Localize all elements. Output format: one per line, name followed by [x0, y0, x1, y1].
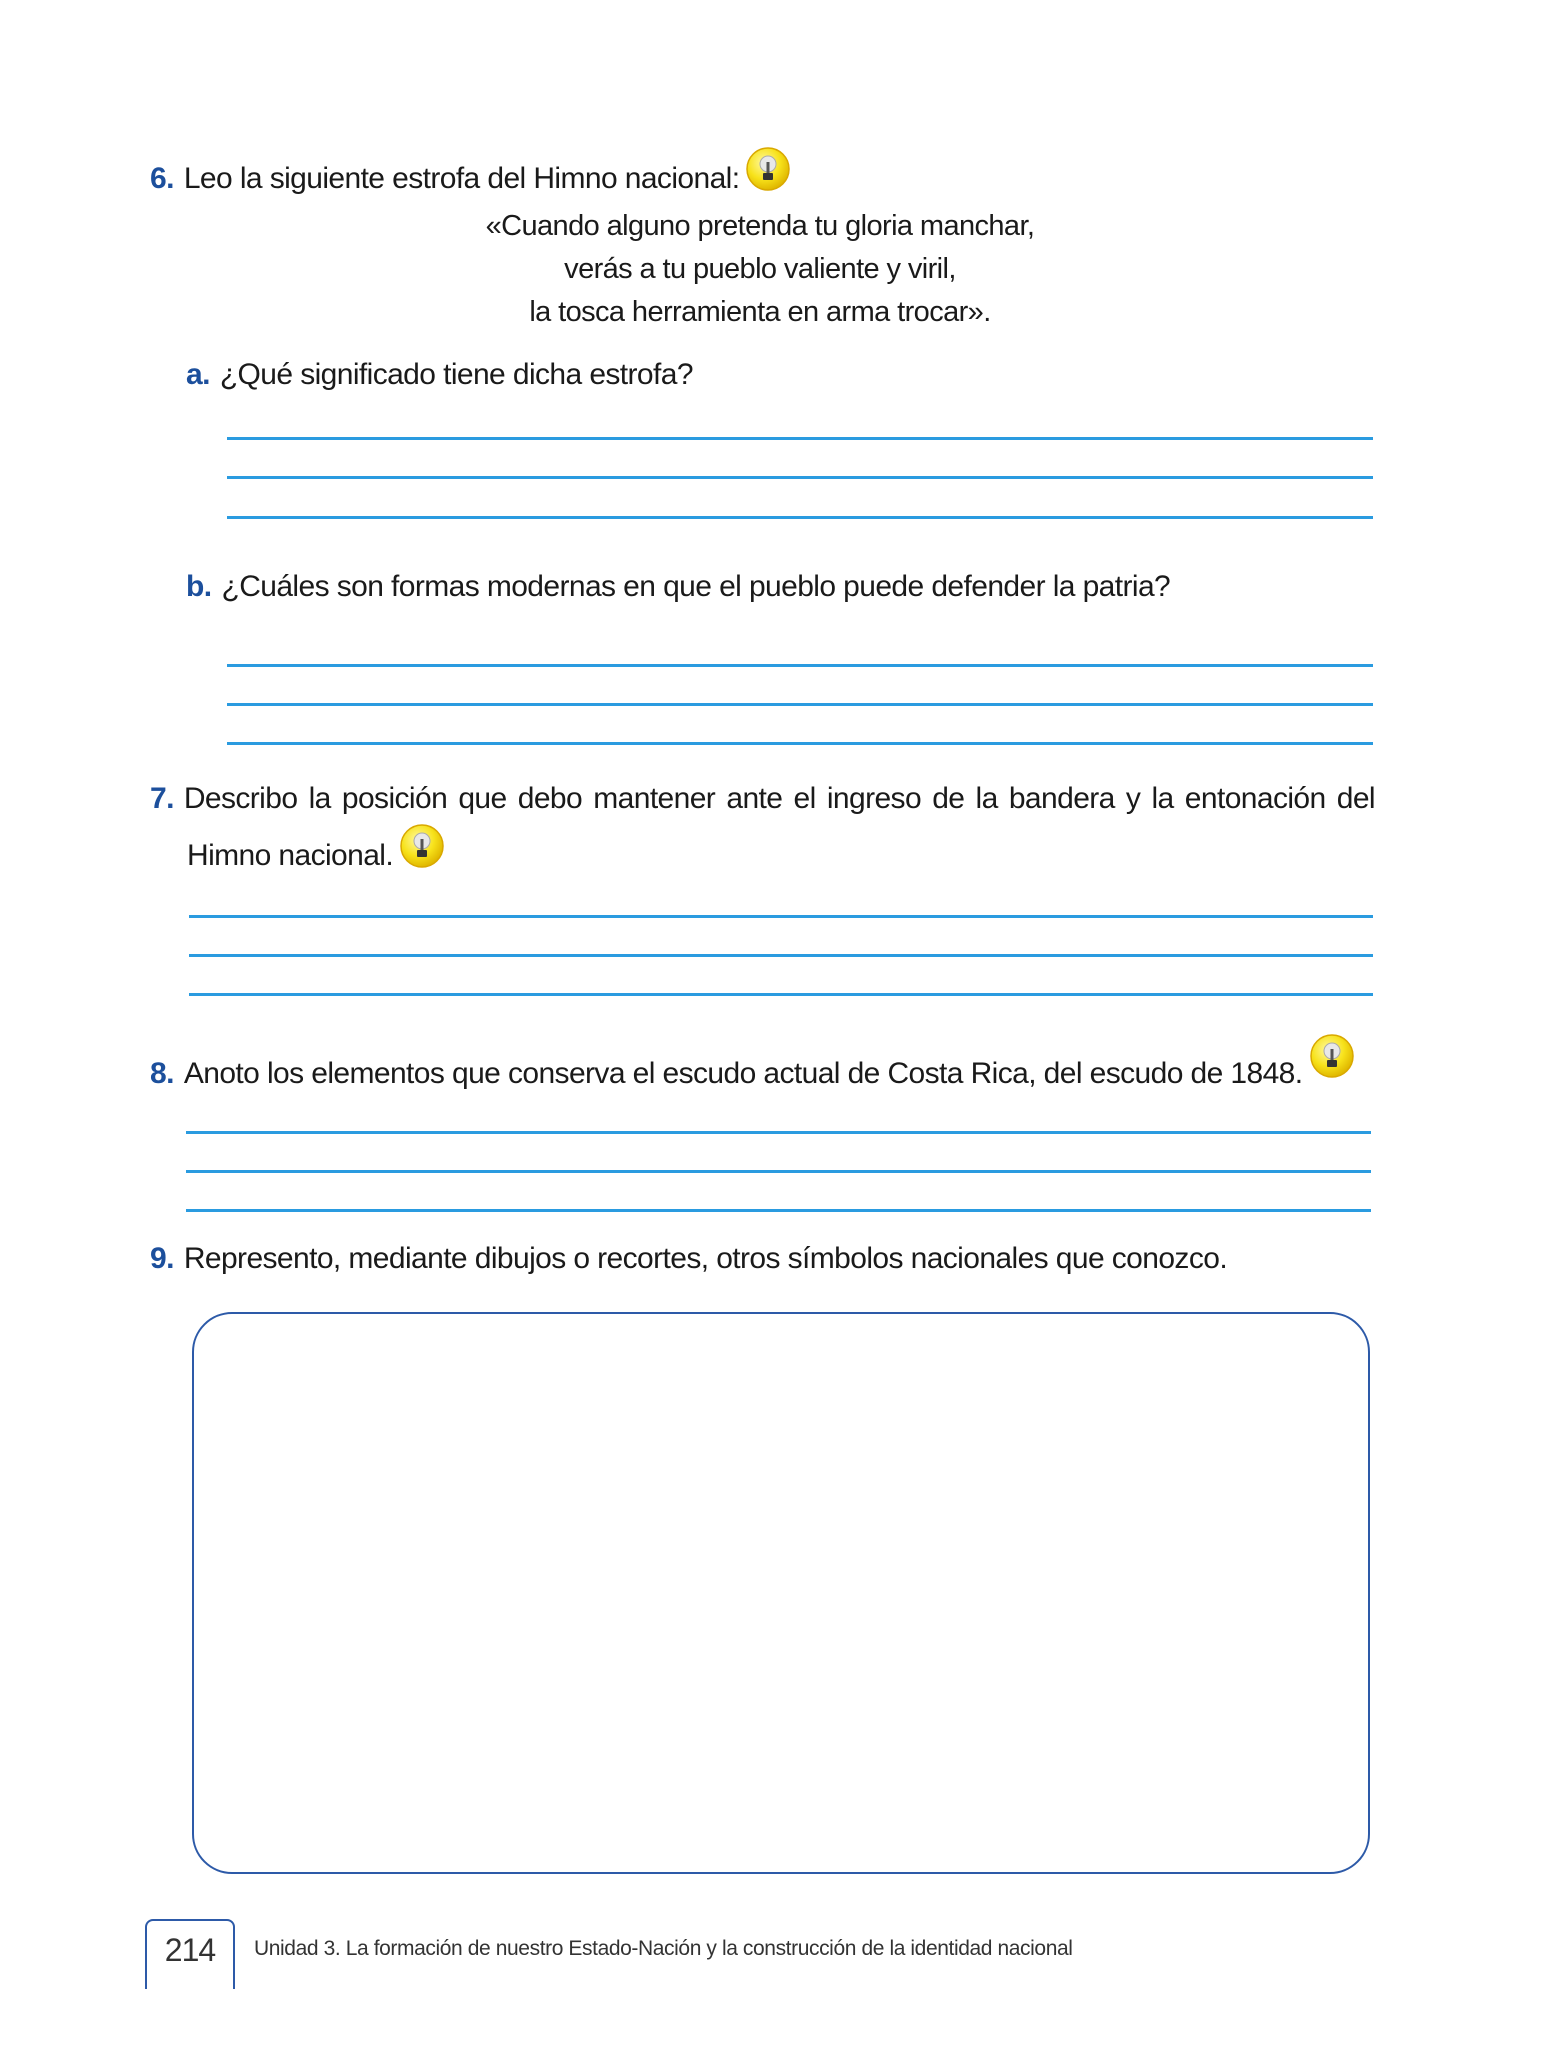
- question-number: 7.: [150, 782, 174, 815]
- answer-line[interactable]: [227, 703, 1373, 706]
- question-text: Describo la posición que debo mantener ante el ingreso de la bandera y la entonación del: [183, 782, 1375, 815]
- drawing-area[interactable]: [192, 1312, 1370, 1874]
- answer-line[interactable]: [189, 954, 1373, 957]
- question-6a: [186, 355, 693, 395]
- question-8: [150, 1033, 1355, 1094]
- question-number: 9.: [150, 1242, 174, 1275]
- question-6: [150, 146, 791, 199]
- question-9: [150, 1239, 1227, 1279]
- answer-line[interactable]: [227, 476, 1373, 479]
- stanza-line: verás a tu pueblo valiente y viril,: [564, 253, 956, 285]
- answer-line[interactable]: [227, 437, 1373, 440]
- lightbulb-icon: [1309, 1033, 1355, 1079]
- answer-line[interactable]: [186, 1131, 1371, 1134]
- answer-line[interactable]: [189, 993, 1373, 996]
- question-7: [150, 779, 1375, 876]
- answer-line[interactable]: [227, 516, 1373, 519]
- question-number: 6.: [150, 162, 174, 195]
- question-text-cont: Himno nacional.: [187, 839, 394, 872]
- stanza-line: la tosca herramienta en arma trocar».: [529, 296, 991, 328]
- sub-letter: a.: [186, 358, 210, 391]
- answer-line[interactable]: [186, 1170, 1371, 1173]
- answer-line[interactable]: [227, 742, 1373, 745]
- question-text: ¿Cuáles son formas modernas en que el pueblo puede defender la patria?: [221, 570, 1171, 603]
- question-text: Represento, mediante dibujos o recortes, otros símbolos nacionales que conozco.: [183, 1242, 1228, 1275]
- footer-unit-title: Unidad 3. La formación de nuestro Estado-Nación y la construcción de la identidad nacional: [254, 1937, 1073, 1960]
- answer-line[interactable]: [189, 915, 1373, 918]
- question-6b: [186, 567, 1170, 607]
- answer-line[interactable]: [227, 664, 1373, 667]
- anthem-stanza: [360, 205, 1160, 334]
- question-text: Leo la siguiente estrofa del Himno nacional:: [183, 162, 740, 195]
- lightbulb-icon: [745, 146, 791, 192]
- sub-letter: b.: [186, 570, 212, 603]
- lightbulb-icon: [399, 823, 445, 869]
- question-text: ¿Qué significado tiene dicha estrofa?: [219, 358, 693, 391]
- stanza-line: «Cuando alguno pretenda tu gloria manchar,: [485, 210, 1035, 242]
- page-number: 214: [145, 1919, 235, 1989]
- question-text: Anoto los elementos que conserva el escudo actual de Costa Rica, del escudo de 1848.: [183, 1057, 1303, 1090]
- question-number: 8.: [150, 1057, 174, 1090]
- answer-line[interactable]: [186, 1209, 1371, 1212]
